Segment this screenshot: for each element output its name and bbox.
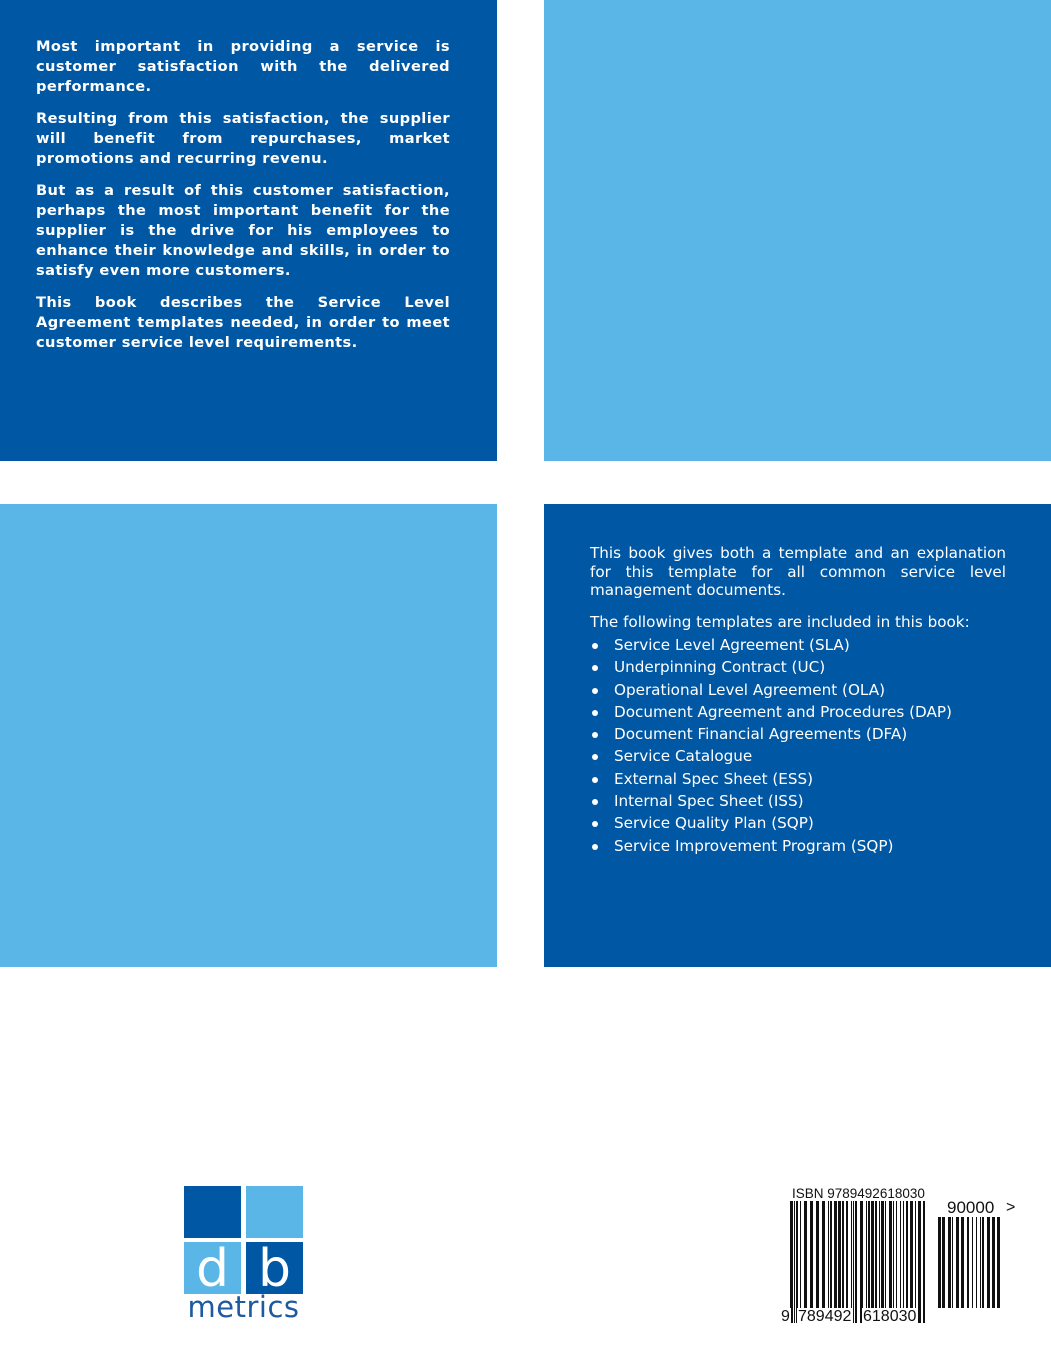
barcode-bar bbox=[938, 1217, 941, 1308]
barcode-bar bbox=[987, 1217, 990, 1308]
template-item bbox=[590, 656, 1006, 678]
barcode-bar bbox=[906, 1201, 908, 1323]
barcode-bar bbox=[997, 1217, 1000, 1308]
barcode-bar bbox=[860, 1201, 863, 1323]
barcode-bar bbox=[790, 1201, 793, 1323]
logo-letter: d bbox=[195, 1239, 229, 1299]
barcode-bar bbox=[875, 1201, 877, 1323]
barcode-bar bbox=[822, 1201, 825, 1323]
barcode-bar bbox=[851, 1201, 852, 1323]
template-item bbox=[590, 812, 1006, 834]
template-item bbox=[590, 679, 1006, 701]
barcode-digit: 9 bbox=[781, 1308, 790, 1325]
barcode-bar bbox=[992, 1217, 995, 1308]
template-label: Internal Spec Sheet (ISS) bbox=[614, 792, 804, 811]
barcode-bar bbox=[810, 1201, 813, 1323]
logo-square bbox=[184, 1239, 241, 1299]
barcode-bar bbox=[885, 1201, 886, 1323]
bullet-icon bbox=[592, 777, 598, 783]
db-metrics-logo bbox=[184, 1186, 303, 1322]
barcode-bar bbox=[961, 1217, 964, 1308]
barcode-bar bbox=[794, 1201, 795, 1323]
template-item bbox=[590, 723, 1006, 745]
barcode-bar bbox=[800, 1201, 801, 1323]
barcode-bar bbox=[918, 1201, 921, 1323]
template-label: Service Catalogue bbox=[614, 747, 753, 766]
barcode-bar bbox=[967, 1217, 969, 1308]
barcode-bar bbox=[889, 1201, 892, 1323]
template-item bbox=[590, 768, 1006, 790]
template-label: Service Level Agreement (SLA) bbox=[614, 636, 850, 654]
logo-word: metrics bbox=[187, 1290, 300, 1324]
description-panel bbox=[0, 0, 497, 461]
barcode-bar bbox=[910, 1201, 913, 1323]
template-label: Operational Level Agreement (OLA) bbox=[614, 680, 886, 699]
barcode-bars bbox=[790, 1201, 928, 1323]
bullet-icon bbox=[592, 754, 598, 760]
barcode-bar bbox=[980, 1217, 981, 1308]
barcode-bar bbox=[866, 1201, 867, 1323]
price-code: 90000 bbox=[947, 1198, 995, 1217]
template-label: Underpinning Contract (UC) bbox=[614, 658, 826, 677]
description-text bbox=[36, 37, 450, 365]
template-item bbox=[590, 835, 1006, 857]
bullet-icon bbox=[592, 710, 598, 716]
barcode-bar bbox=[900, 1201, 901, 1323]
barcode-bar bbox=[853, 1201, 854, 1323]
bullet-icon bbox=[592, 643, 598, 649]
barcode-bar bbox=[804, 1201, 807, 1323]
barcode-bar bbox=[893, 1201, 894, 1323]
barcode-bar bbox=[846, 1201, 848, 1323]
list-heading: The following templates are included in this book: bbox=[590, 612, 970, 631]
barcode-bar bbox=[879, 1201, 880, 1323]
template-label: Service Quality Plan (SQP) bbox=[614, 814, 814, 833]
bullet-icon bbox=[592, 844, 598, 850]
logo-square bbox=[184, 1186, 241, 1238]
barcode-bar bbox=[830, 1201, 832, 1323]
barcode-bar bbox=[816, 1201, 819, 1323]
barcode-bar bbox=[796, 1201, 798, 1323]
template-label: External Spec Sheet (ESS) bbox=[614, 769, 814, 788]
barcode-bar bbox=[871, 1201, 874, 1323]
template-item bbox=[590, 634, 1006, 656]
barcode-bar bbox=[834, 1201, 837, 1323]
logo-square bbox=[246, 1239, 303, 1299]
template-label: Document Agreement and Procedures (DAP) bbox=[614, 702, 952, 721]
decorative-panel bbox=[0, 504, 497, 967]
barcode-bar bbox=[868, 1201, 870, 1323]
paragraph: But as a result of this customer satisfaction, perhaps the most important benefit for the supplier is the drive for his employees to enhance their knowledge and skills, in order to satisfy even more customers. bbox=[36, 182, 450, 279]
barcode-bar bbox=[842, 1201, 844, 1323]
paragraph: This book describes the Service Level Agreement templates needed, in order to meet customer service level requirements. bbox=[36, 294, 450, 351]
barcode-bar bbox=[982, 1217, 984, 1308]
barcode-bar bbox=[915, 1201, 916, 1323]
barcode-bar bbox=[828, 1201, 829, 1323]
barcode-bar bbox=[956, 1217, 959, 1308]
templates-list bbox=[590, 634, 1006, 857]
barcode-bar bbox=[881, 1201, 884, 1323]
barcode-bar bbox=[942, 1217, 945, 1308]
logo-square bbox=[246, 1186, 303, 1238]
template-label: Service Improvement Program (SQP) bbox=[614, 836, 894, 855]
template-item bbox=[590, 745, 1006, 767]
barcode-digits: 618030 bbox=[863, 1308, 917, 1325]
barcode-bar bbox=[838, 1201, 841, 1323]
barcode-bar bbox=[976, 1217, 977, 1308]
barcode-bar bbox=[972, 1217, 973, 1308]
template-item bbox=[590, 790, 1006, 812]
barcode-bar bbox=[952, 1217, 953, 1308]
isbn-barcode bbox=[780, 1186, 1025, 1326]
price-barcode-bars bbox=[938, 1217, 1003, 1308]
templates-panel bbox=[544, 504, 1051, 967]
barcode-bar bbox=[896, 1201, 897, 1323]
barcode-bar bbox=[903, 1201, 904, 1323]
price-arrow: > bbox=[1006, 1199, 1016, 1216]
bullet-icon bbox=[592, 821, 598, 827]
bullet-icon bbox=[592, 732, 598, 738]
template-item bbox=[590, 701, 1006, 723]
barcode-digits: 789492 bbox=[798, 1308, 852, 1325]
bullet-icon bbox=[592, 688, 598, 694]
barcode-bar bbox=[855, 1201, 857, 1323]
isbn-label: ISBN 9789492618030 bbox=[792, 1186, 925, 1201]
intro-text: This book gives both a template and an explanation for this template for all common service level management documents. bbox=[590, 544, 1006, 599]
paragraph: Most important in providing a service is customer satisfaction with the delivered performance. bbox=[36, 38, 450, 95]
logo-letter: b bbox=[257, 1239, 291, 1299]
bullet-icon bbox=[592, 799, 598, 805]
barcode-bar bbox=[923, 1201, 925, 1323]
template-label: Document Financial Agreements (DFA) bbox=[614, 725, 908, 744]
decorative-panel bbox=[544, 0, 1051, 461]
paragraph: Resulting from this satisfaction, the supplier will benefit from repurchases, market promotions and recurring revenu. bbox=[36, 110, 450, 167]
barcode-bar bbox=[948, 1217, 951, 1308]
bullet-icon bbox=[592, 665, 598, 671]
